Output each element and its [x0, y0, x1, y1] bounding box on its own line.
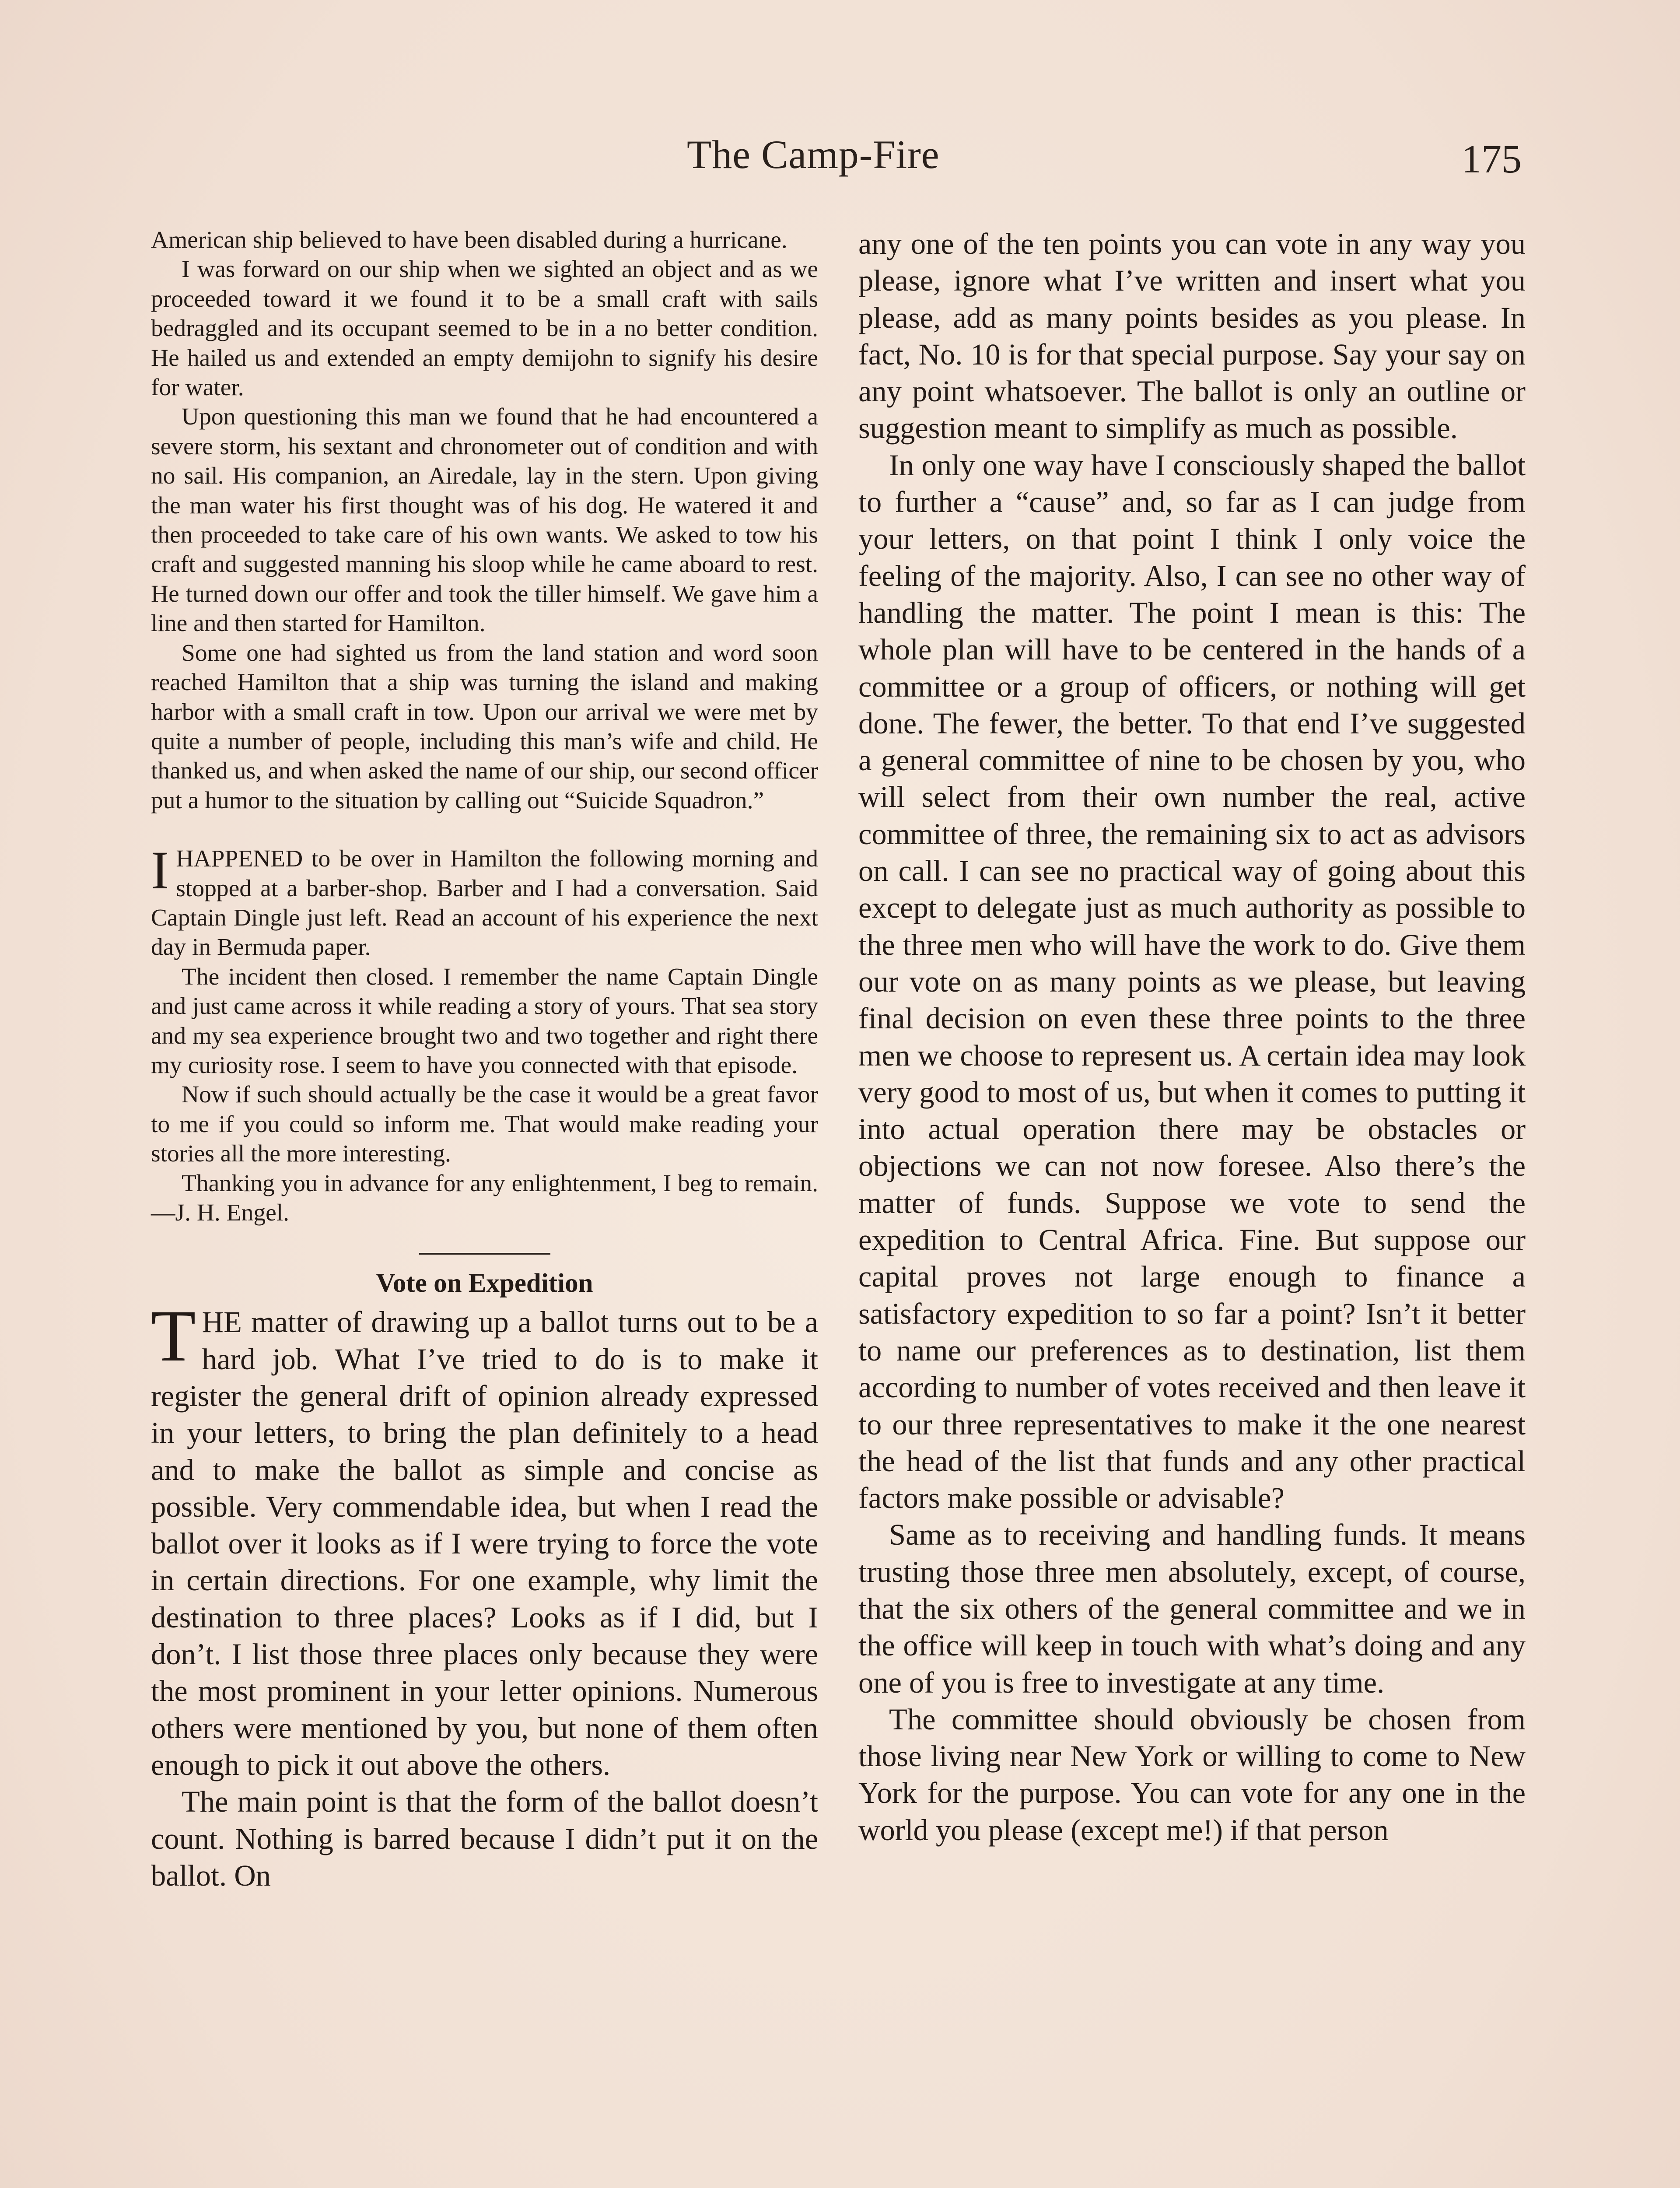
drop-cap: T: [151, 1295, 196, 1377]
editorial-paragraph: In only one way have I consciously shaped the ballot to further a “cause” and, so far as I can judge from your letters, on that point I think I only voice the feeling of the majority. Also, I can see no other way of handling the matter. The point I mean is this: The whole plan will have to be centered in the hands of a committee or a group of officers, or nothing will get done. The fewer, the better. To that end I’ve suggested a general committee of nine to be chosen by you, who will select from their own number the real, active committee of three, the remaining six to act as advisors on call. I can see no practical way of going about this except to delegate just as much authority as possible to the three men who will have the work to do. Give them our vote on as many points as we please, but leaving final decision on even these three points to the three men we choose to represent us. A certain idea may look very good to most of us, but when it comes to putting it into actual operation there may be obstacles or objections we can not now foresee. Also there’s the matter of funds. Suppose we vote to send the expedition to Central Africa. Fine. But suppose our capital proves not large enough to finance a satisfactory expedition to so far a point? Isn’t it better to name our preferences as to destination, list them according to number of votes received and then leave it to our three representatives to make it the one nearest the head of the list that funds and any other practical factors make possible or advisable?: [858, 448, 1526, 1515]
reader-letter: [151, 225, 818, 1227]
running-header: [0, 131, 1680, 193]
drop-cap: I: [151, 840, 169, 901]
editorial-paragraph: Same as to receiving and handling funds. It means trusting those three men absolutely, except, of course, that the six others of the general committee and we in the office will keep in touch with what’s doing and any one of you is free to investigate at any time.: [858, 1518, 1526, 1699]
left-column: [151, 225, 818, 1894]
page-number: 175: [1461, 137, 1522, 181]
letter-paragraph: Upon questioning this man we found that he had encountered a severe storm, his sextant and chronometer out of condition and with no sail. His companion, an Airedale, lay in the stern. Upon giving the man water his first thought was of his dog. He watered it and then proceeded to take care of his own wants. We asked to tow his craft and suggested manning his sloop while he came aboard to rest. He turned down our offer and took the tiller himself. We gave him a line and then started for Hamilton.: [151, 403, 818, 637]
letter-paragraph: Some one had sighted us from the land station and word soon reached Hamilton that a ship was turning the island and making harbor with a small craft in tow. Upon our arrival we were met by quite a number of people, including this man’s wife and child. He thanked us, and when asked the name of our ship, our second officer put a humor to the situation by calling out “Suicide Squadron.”: [151, 639, 818, 814]
section-gap: [151, 815, 818, 844]
editorial-text: [151, 1295, 818, 1894]
editorial-paragraph: [151, 1295, 818, 1783]
letter-paragraph: American ship believed to have been disabled during a hurricane.: [151, 227, 788, 253]
letter-paragraph: Now if such should actually be the case it would be a great favor to me if you could so inform me. That would make reading your stories all the more interesting.: [151, 1081, 818, 1168]
letter-paragraph: The incident then closed. I remember the name Captain Dingle and just came across it while reading a story of yours. That sea story and my sea experience brought two and two together and right there my curiosity rose. I seem to have you connected with that episode.: [151, 963, 818, 1079]
editorial-paragraph: The committee should obviously be chosen from those living near New York or willing to come to New York for the purpose. You can vote for any one in the world you please (except me!) if that person: [858, 1702, 1526, 1847]
letter-paragraph-text: HAPPENED to be over in Hamilton the following morning and stopped at a barber-shop. Barber and I had a conversation. Said Captain Dingle just left. Read an account of his experience the next day in Bermuda paper.: [151, 845, 818, 961]
editorial-paragraph: any one of the ten points you can vote in any way you please, ignore what I’ve written and insert what you please, add as many points besides as you please. In fact, No. 10 is for that special purpose. Say your say on any point whatsoever. The ballot is only an outline or suggestion meant to simplify as much as possible.: [858, 227, 1526, 445]
editorial-paragraph-text: HE matter of drawing up a ballot turns out to be a hard job. What I’ve tried to do is to make it register the general drift of opinion already expressed in your letters, to bring the plan definitely to a head and to make the ballot as simple and concise as possible. Very commendable idea, but when I read the ballot over it looks as if I were trying to force the vote in certain directions. For one example, why limit the destination to three places? Looks as if I did, but I don’t. I list those three places only because they were the most prominent in your letter opinions. Numerous others were mentioned by you, but none of them often enough to pick it out above the others.: [151, 1305, 818, 1781]
section-divider: [419, 1253, 550, 1255]
section-heading: Vote on Expedition: [376, 1269, 593, 1298]
running-title: The Camp-Fire: [687, 132, 940, 177]
letter-paragraph: I was forward on our ship when we sighted an object and as we proceeded toward it we found it to be a small craft with sails bedraggled and its occupant seemed to be in a no better condition. He hailed us and extended an empty demijohn to signify his desire for water.: [151, 256, 818, 401]
letter-signoff: Thanking you in advance for any enlightenment, I beg to remain.—J. H. Engel.: [151, 1170, 818, 1226]
letter-paragraph: [151, 840, 818, 962]
editorial-paragraph: The main point is that the form of the ballot doesn’t count. Nothing is barred because I didn’t put it on the ballot. On: [151, 1785, 818, 1892]
right-column: [858, 225, 1526, 1848]
